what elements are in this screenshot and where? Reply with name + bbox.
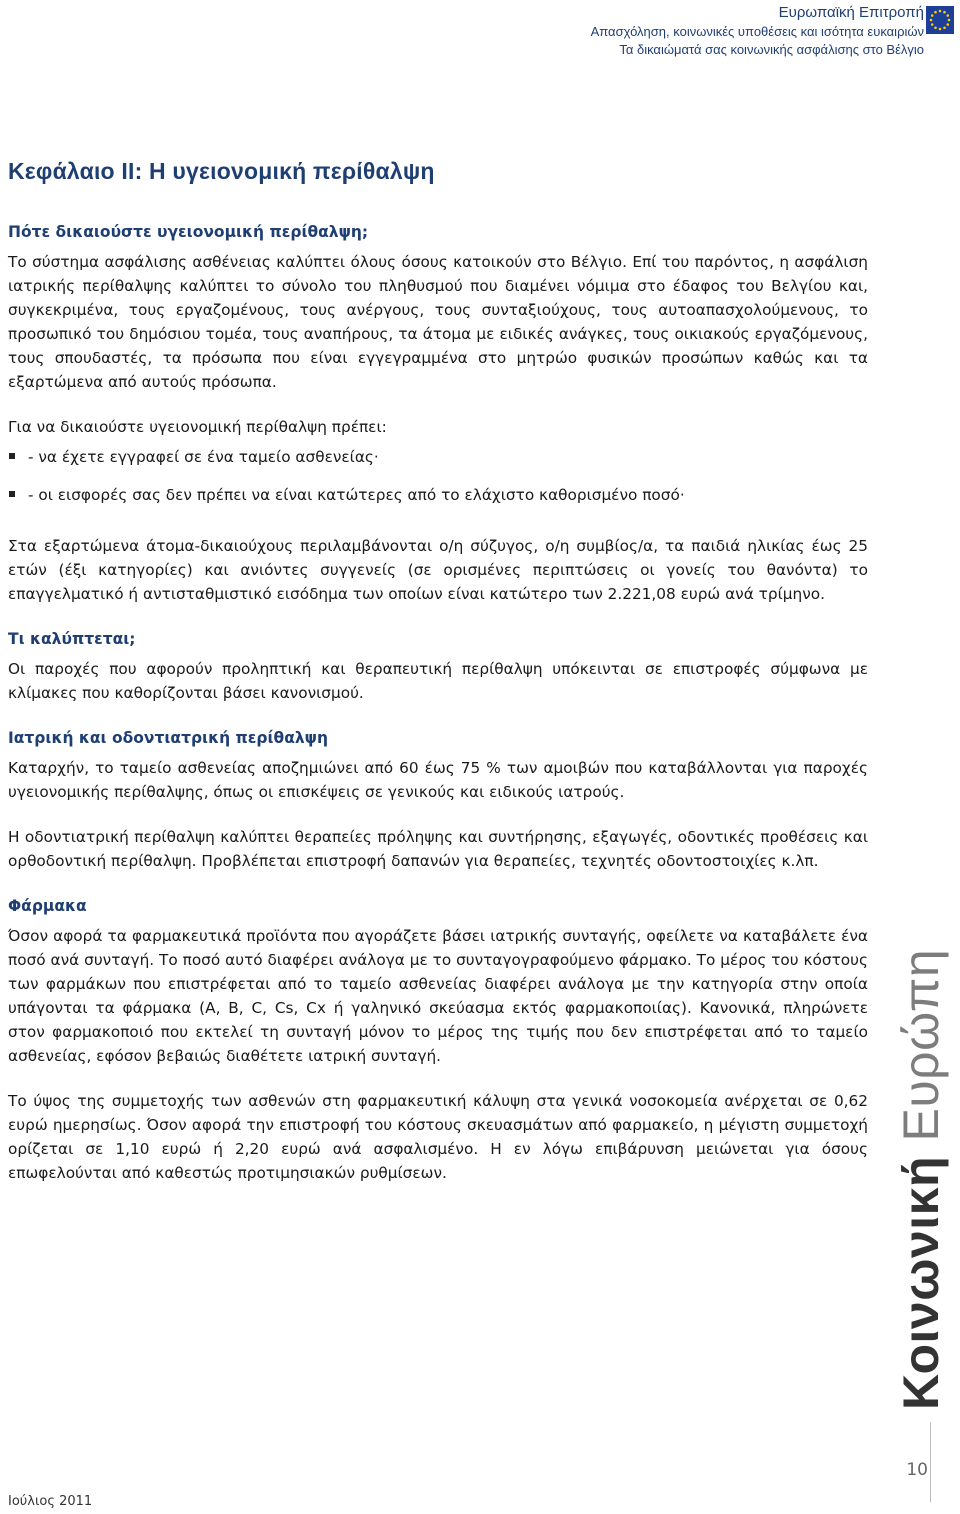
- section-heading-medicines: Φάρμακα: [8, 897, 87, 915]
- sidebar-word-bold: Κοινωνική: [893, 1155, 949, 1410]
- paragraph-medicines-2: Το ύψος της συμμετοχής των ασθενών στη φαρμακευτική κάλυψη στα γενικά νοσοκομεία ανέρχεται σε 0,62 ευρώ ημερησίως. Όσον αφορά την επιστροφή του κόστους σκευασμάτων από φαρμακείο, η μέγιστη συμμετοχή ορίζεται σε 1,10 ευρώ ή 2,20 ευρώ ανά ασφαλισμένο. Η εν λόγω επιβάρυνση μειώνεται για όσους επωφελούνται από καθεστώς προτιμησιακών ρυθμίσεων.: [8, 1092, 868, 1182]
- paragraph-medical-1: Καταρχήν, το ταμείο ασθενείας αποζημιώνει από 60 έως 75 % των αμοιβών που καταβάλλονται για παροχές υγειονομικής περίθαλψης, όπως οι επισκέψεις σε γενικούς και ειδικούς ιατρούς.: [8, 759, 868, 801]
- square-bullet-icon: [9, 491, 15, 497]
- footer-date: Ιούλιος 2011: [8, 1494, 93, 1509]
- paragraph-requirements-intro: Για να δικαιούστε υγειονομική περίθαλψη πρέπει:: [8, 418, 387, 436]
- header-line-2: Τα δικαιώματά σας κοινωνικής ασφάλισης στο Βέλγιο: [619, 42, 924, 57]
- eu-flag-icon: [926, 6, 954, 34]
- section-heading-medical: Ιατρική και οδοντιατρική περίθαλψη: [8, 729, 329, 747]
- header-line-1: Απασχόληση, κοινωνικές υποθέσεις και ισότητα ευκαιριών: [590, 24, 924, 39]
- list-item-text: - οι εισφορές σας δεν πρέπει να είναι κατώτερες από το ελάχιστο καθορισμένο ποσό·: [28, 486, 685, 504]
- list-item: [8, 483, 868, 507]
- chapter-title: Κεφάλαιο ΙΙ: Η υγειονομική περίθαλψη: [8, 158, 435, 184]
- paragraph-coverage: Το σύστημα ασφάλισης ασθένειας καλύπτει όλους όσους κατοικούν στο Βέλγιο. Επί του παρόντος, η ασφάλιση ιατρικής περίθαλψης καλύπτει το σύνολο του πληθυσμού που διαμένει νόμιμα στο έδαφος του Βελγίου και, συγκεκριμένα, τους εργαζομένους, τους ανέργους, τους συνταξιούχους, τους αυτοαπασχολούμενους, το προσωπικό του δημόσιου τομέα, τους αναπήρους, τα άτομα με ειδικές ανάγκες, τους οικιακούς εργαζόμενους, τους σπουδαστές, τα πρόσωπα που είναι εγγεγραμμένα στο μητρώο φυσικών προσώπων καθώς και τα εξαρτώμενα από αυτούς πρόσωπα.: [8, 253, 868, 391]
- document-body: [8, 220, 868, 1185]
- page-number-divider: [930, 1422, 931, 1502]
- social-europe-sidebar-logo: [895, 949, 947, 1410]
- paragraph-covered: Οι παροχές που αφορούν προληπτική και θεραπευτική περίθαλψη υπόκεινται σε επιστροφές σύμφωνα με κλίμακες που καθορίζονται βάσει κανονισμού.: [8, 660, 868, 702]
- section-heading-covered: Τι καλύπτεται;: [8, 630, 136, 648]
- paragraph-medical-2: Η οδοντιατρική περίθαλψη καλύπτει θεραπείες πρόληψης και συντήρησης, εξαγωγές, οδοντικές προθέσεις και ορθοδοντική περίθαλψη. Προβλέπεται επιστροφή δαπανών για θεραπείες, τεχνητές οδοντοστοιχίες κ.λπ.: [8, 828, 868, 870]
- page-number: 10: [906, 1460, 928, 1480]
- list-item: [8, 445, 868, 469]
- page-header: [324, 0, 924, 59]
- paragraph-dependents: Στα εξαρτώμενα άτομα-δικαιούχους περιλαμβάνονται ο/η σύζυγος, ο/η συμβίος/α, τα παιδιά ηλικίας έως 25 ετών (έξι κατηγορίες) και ανιόντες συγγενείς (σε ορισμένες περιπτώσεις οι γονείς του θανόντα) το επαγγελματικό ή αντισταθμιστικό εισόδημα των οποίων είναι κατώτερο των 2.221,08 ευρώ ανά τρίμηνο.: [8, 537, 868, 603]
- section-heading-when: Πότε δικαιούστε υγειονομική περίθαλψη;: [8, 223, 369, 241]
- header-org: Ευρωπαϊκή Επιτροπή: [778, 4, 924, 21]
- paragraph-medicines-1: Όσον αφορά τα φαρμακευτικά προϊόντα που αγοράζετε βάσει ιατρικής συνταγής, οφείλετε να καταβάλετε ένα ποσό ανά συνταγή. Το ποσό αυτό διαφέρει ανάλογα με το συνταγογραφούμενο φάρμακο. Το μέρος του κόστους των φαρμάκων που επιστρέφεται από το ταμείο ασθενείας διαφέρει ανάλογα με την κατηγορία στην οποία υπάγονται τα φάρμακα (A, B, C, Cs, Cx ή γαληνικό σκεύασμα εκτός φαρμακοποιίας). Κανονικά, πληρώνετε στον φαρμακοποιό που εκτελεί τη συνταγή μόνον το μέρος της τιμής που δεν επιστρέφεται από το ταμείο ασθενείας, εφόσον βεβαιώς διαθέτετε ιατρική συνταγή.: [8, 927, 868, 1065]
- sidebar-word-light: Ευρώπη: [893, 948, 949, 1142]
- square-bullet-icon: [9, 453, 15, 459]
- list-item-text: - να έχετε εγγραφεί σε ένα ταμείο ασθενείας·: [28, 448, 379, 466]
- requirements-list: [8, 445, 868, 507]
